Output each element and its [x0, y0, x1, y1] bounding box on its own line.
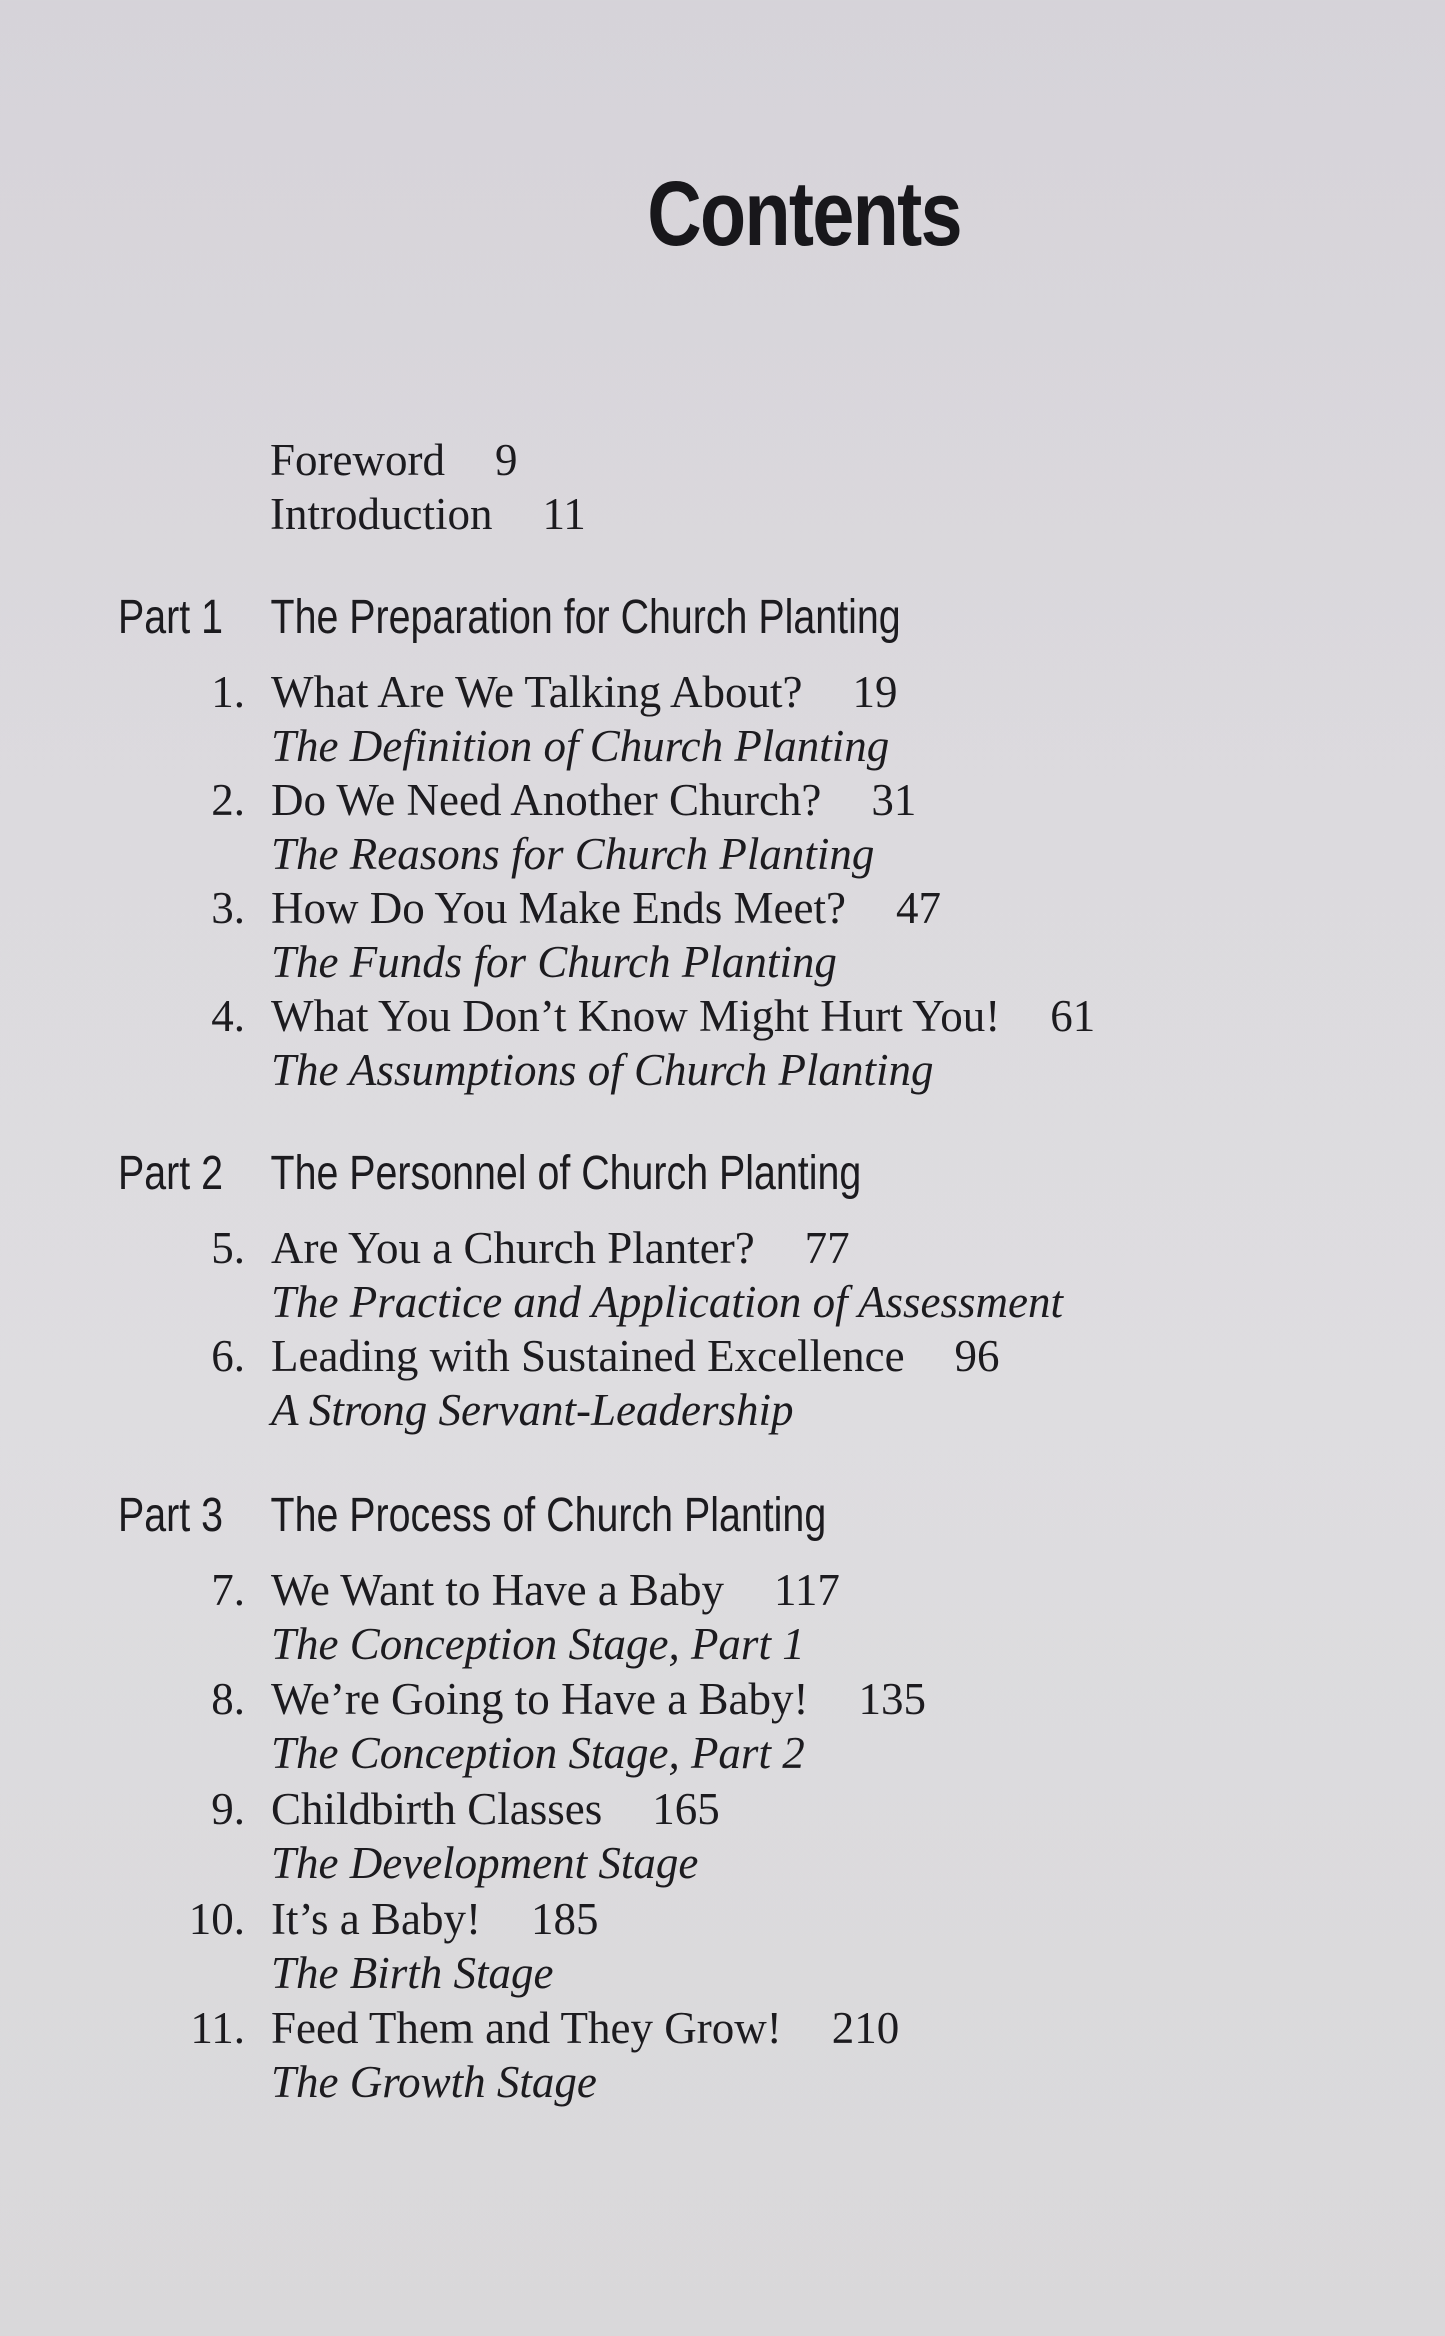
chapter-page: 47 — [895, 883, 941, 933]
chapter-subtitle: The Conception Stage, Part 2 — [271, 1728, 805, 1778]
chapter-subtitle: The Assumptions of Church Planting — [271, 1045, 934, 1095]
chapter-subtitle: The Definition of Church Planting — [271, 721, 890, 771]
chapter-subtitle: The Practice and Application of Assessment — [271, 1277, 1064, 1327]
chapter-subtitle: The Development Stage — [271, 1838, 699, 1888]
page-title: Contents — [647, 163, 961, 265]
chapter-subtitle: The Growth Stage — [271, 2057, 597, 2107]
chapter-number: 5. — [211, 1223, 245, 1273]
entry-label: Foreword — [270, 435, 445, 485]
chapter-number: 8. — [211, 1674, 245, 1724]
chapter-title: What Are We Talking About? — [271, 667, 803, 717]
part-label: Part 1 — [118, 591, 224, 644]
chapter-page: 19 — [852, 667, 898, 717]
chapter-page: 77 — [804, 1223, 850, 1273]
chapter-title: It’s a Baby! — [271, 1894, 481, 1944]
part-label: Part 2 — [118, 1147, 224, 1200]
chapter-title: Are You a Church Planter? — [271, 1223, 755, 1273]
part-label: Part 3 — [118, 1489, 224, 1542]
chapter-page: 117 — [774, 1565, 840, 1615]
chapter-page: 96 — [954, 1331, 1000, 1381]
entry-label: Introduction — [270, 489, 493, 539]
chapter-number: 10. — [188, 1894, 245, 1944]
part-title: The Process of Church Planting — [270, 1489, 827, 1542]
chapter-number: 2. — [211, 775, 245, 825]
chapter-number: 7. — [211, 1565, 245, 1615]
chapter-subtitle: The Reasons for Church Planting — [271, 829, 875, 879]
chapter-number: 4. — [211, 991, 245, 1041]
chapter-subtitle: A Strong Servant-Leadership — [271, 1385, 794, 1435]
chapter-title: We’re Going to Have a Baby! — [271, 1674, 809, 1724]
chapter-number: 9. — [211, 1784, 245, 1834]
chapter-title: What You Don’t Know Might Hurt You! — [271, 991, 1001, 1041]
chapter-number: 6. — [211, 1331, 245, 1381]
chapter-title: Childbirth Classes — [271, 1784, 603, 1834]
chapter-page: 31 — [871, 775, 917, 825]
chapter-number: 3. — [211, 883, 245, 933]
part-title: The Preparation for Church Planting — [270, 591, 901, 644]
toc-entry-foreword[interactable] — [270, 435, 518, 485]
chapter-title: Leading with Sustained Excellence — [271, 1331, 905, 1381]
toc-entry-introduction[interactable] — [270, 489, 586, 539]
part-heading-3 — [118, 1489, 827, 1542]
entry-page: 11 — [542, 489, 586, 539]
chapter-subtitle: The Birth Stage — [271, 1948, 554, 1998]
chapter-page: 210 — [831, 2003, 900, 2053]
chapter-page: 185 — [530, 1894, 599, 1944]
part-heading-2 — [118, 1147, 862, 1200]
chapter-title: Feed Them and They Grow! — [271, 2003, 782, 2053]
chapter-subtitle: The Conception Stage, Part 1 — [271, 1619, 805, 1669]
chapter-number: 1. — [211, 667, 245, 717]
chapter-title: How Do You Make Ends Meet? — [271, 883, 846, 933]
part-title: The Personnel of Church Planting — [270, 1147, 862, 1200]
chapter-number: 11. — [190, 2003, 245, 2053]
chapter-title: Do We Need Another Church? — [271, 775, 822, 825]
chapter-title: We Want to Have a Baby — [271, 1565, 725, 1615]
chapter-page: 61 — [1050, 991, 1096, 1041]
chapter-page: 165 — [652, 1784, 720, 1834]
entry-page: 9 — [494, 435, 518, 485]
chapter-page: 135 — [858, 1674, 926, 1724]
part-heading-1 — [118, 591, 901, 644]
chapter-subtitle: The Funds for Church Planting — [271, 937, 837, 987]
